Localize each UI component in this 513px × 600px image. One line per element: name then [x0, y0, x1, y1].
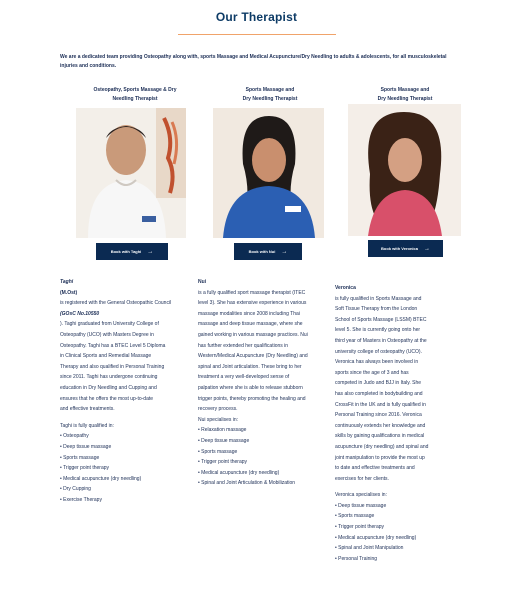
list-item: • Sports massage	[198, 447, 333, 458]
therapist-name: Veronica	[335, 285, 356, 291]
list-item: • Spinal and Joint Manipulation	[335, 543, 470, 554]
book-nui-button[interactable]: Book with Nui →	[234, 243, 302, 260]
credential: (M.Ost)	[60, 289, 78, 296]
therapist-heading-veronica: Sports Massage and Dry Needling Therapist	[377, 87, 433, 102]
list-item: • Relaxation massage	[198, 425, 333, 436]
book-taghi-button[interactable]: Book with Taghi →	[96, 243, 168, 260]
list-item: • Osteopathy	[60, 431, 190, 442]
list-item: • Dry Cupping	[60, 484, 190, 495]
arrow-right-icon: →	[423, 245, 430, 252]
title-divider	[178, 34, 336, 35]
therapist-name: Taghi	[60, 279, 74, 285]
list-item: • Sports massage	[60, 453, 190, 464]
skills-list	[60, 431, 190, 505]
bio-column-nui: Nui is a fully qualified sport massage therapist (ITEC level 3). She has extensive experience in various massage modalities since 2008 including Thai massage and deep tissue massage, where she gained working in various massage practices. Nui has further extended her qualifications in Western/Medical Acupuncture (Dry Needling) and spinal and Joint articulation. These bring to her treatment a very well-developed sense of palpation where she is able to release stubborn trigger points, thereby promoting the healing and recovery process. Nui specialises in: • Relaxation massage • Deep tissue massage • Sports massage • Trigger point therapy • Medical acupuncture (dry needling) • Spinal and Joint Articulation & Mobilization	[198, 277, 333, 489]
list-item: • Medical acupuncture (dry needling)	[335, 533, 470, 544]
therapist-photo-veronica	[348, 104, 461, 236]
registration-number: (GOsC No.10550	[60, 310, 100, 317]
list-item: • Trigger point therapy	[335, 522, 470, 533]
therapist-photo-taghi	[76, 108, 186, 238]
skills-label: Veronica specialises in:	[335, 492, 387, 499]
therapist-photo-nui	[213, 108, 324, 238]
page-title: Our Therapist	[215, 10, 298, 24]
registration-text: is registered with the General Osteopathic Council	[60, 300, 172, 307]
list-item: • Spinal and Joint Articulation & Mobilization	[198, 478, 333, 489]
skills-label: Taghi is fully qualified in:	[60, 422, 114, 429]
therapist-heading-taghi: Osteopathy, Sports Massage & Dry Needling Therapist	[93, 87, 177, 102]
list-item: • Sports massage	[335, 511, 470, 522]
list-item: • Deep tissue massage	[335, 501, 470, 512]
list-item: • Trigger point therapy	[60, 463, 190, 474]
arrow-right-icon: →	[281, 248, 288, 255]
list-item: • Deep tissue massage	[198, 436, 333, 447]
list-item: • Medical acupuncture (dry needling)	[60, 474, 190, 485]
bio-column-veronica: Veronica is fully qualified in Sports Massage and Soft Tissue Therapy from the London School of Sports Massage (LSSM) BTEC level 5. She is currently going onto her third year of Masters in Osteopathy at the university college of osteopathy (UCO). Veronica has always been involved in sports since the age of 3 and has competed in Judo and BJJ in Italy. She has also completed in bodybuilding and CrossFit in the UK and is fully qualified in Personal Training since 2016. Veronica continuously extends her knowledge and skills by gaining qualifications in medical acupuncture (dry needling) and spinal and joint manipulation to provide the most up to date and effective treatments and exercises for her clients. Veronica specialises in: • Deep tissue massage • Sports massage • Trigger point therapy • Medical acupuncture (dry needling) • Spinal and Joint Manipulation • Personal Training	[335, 283, 470, 564]
list-item: • Personal Training	[335, 554, 470, 565]
intro-text: We are a dedicated team providing Osteopathy along with, sports Massage and Medical Acupuncture/Dry Needling to adults & adolescents, for all musculoskeletal injuries and conditions.	[60, 54, 447, 69]
skills-list	[335, 501, 470, 565]
arrow-right-icon: →	[147, 248, 154, 255]
book-veronica-button[interactable]: Book with Veronica →	[368, 240, 443, 257]
list-item: • Medical acupuncture (dry needling)	[198, 468, 333, 479]
bio-column-taghi: Taghi (M.Ost) is registered with the General Osteopathic Council (GOsC No.10550 ). Taghi graduated from University College of Osteopathy (UCO) with Masters Degree in Osteopathy. Taghi has a BTEC Level 5 Diploma in Clinical Sports and Remedial Massage Therapy and also qualified in Personal Training since 2011. Taghi has undergone continuing education in Dry Needling and Cupping and ensures that he offers the most up-to-date and effective treatments. Taghi is fully qualified in: • Osteopathy • Deep tissue massage • Sports massage • Trigger point therapy • Medical acupuncture (dry needling) • Dry Cupping • Exercise Therapy	[60, 277, 190, 505]
list-item: • Exercise Therapy	[60, 495, 190, 506]
skills-list	[198, 425, 333, 489]
skills-label: Nui specialises in:	[198, 416, 239, 423]
list-item: • Trigger point therapy	[198, 457, 333, 468]
list-item: • Deep tissue massage	[60, 442, 190, 453]
therapist-name: Nui	[198, 279, 207, 285]
therapist-heading-nui: Sports Massage and Dry Needling Therapist	[242, 87, 298, 102]
